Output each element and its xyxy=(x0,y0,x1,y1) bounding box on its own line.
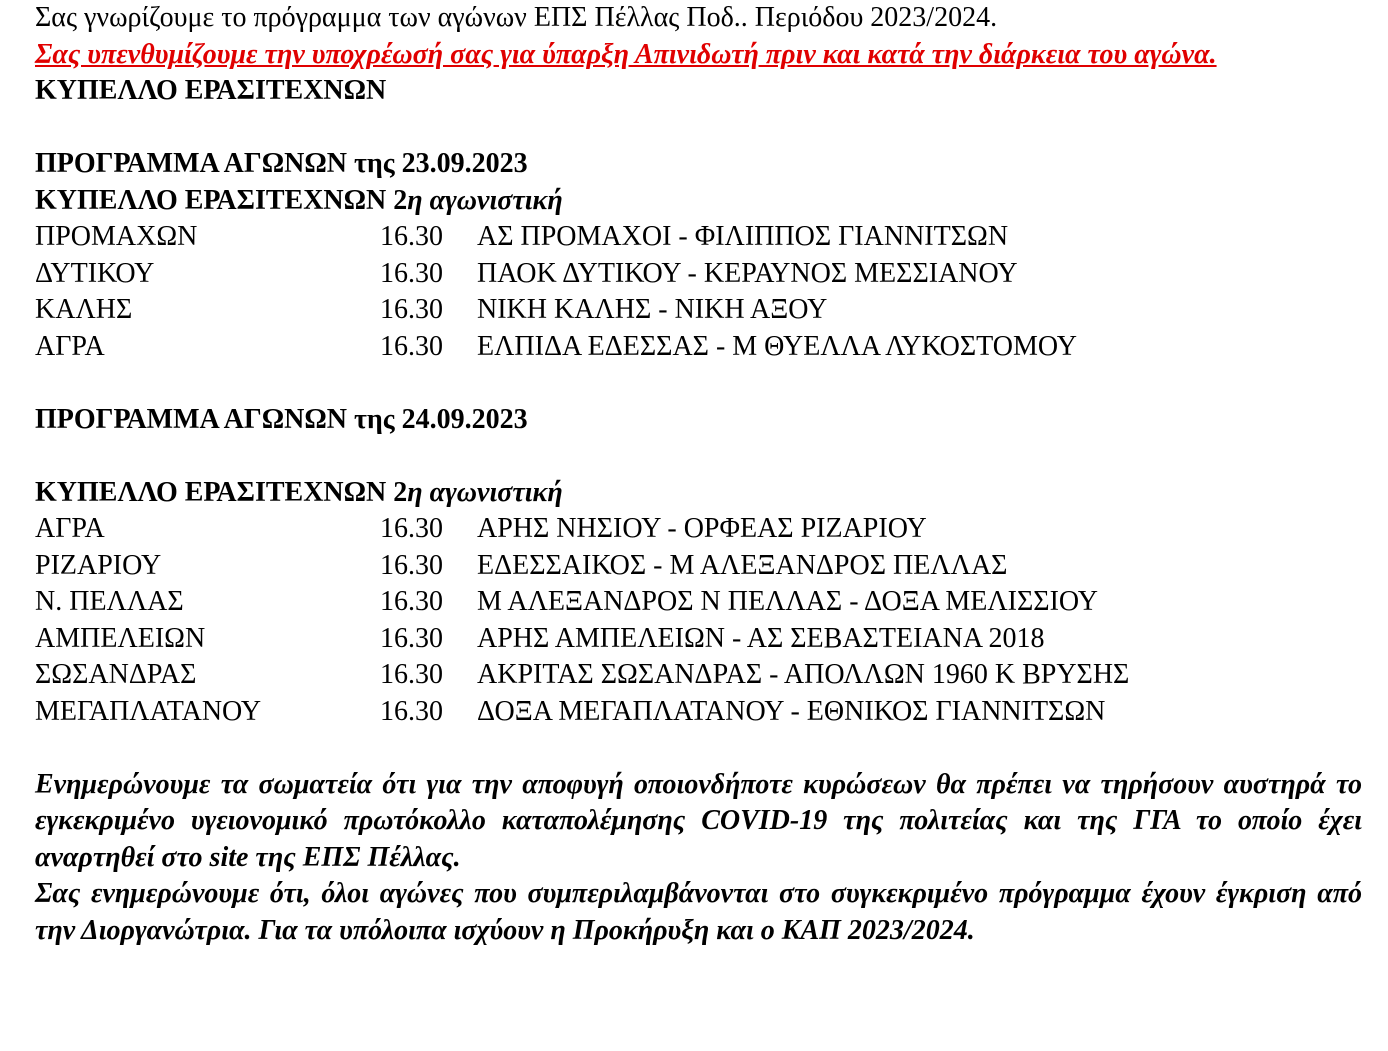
match-teams: ΑΡΗΣ ΑΜΠΕΛΕΙΩΝ - ΑΣ ΣΕΒΑΣΤΕΙΑΝΑ 2018 xyxy=(477,622,1045,654)
match-row xyxy=(35,219,1362,256)
spacer xyxy=(35,730,1362,767)
match-time: 16.30 xyxy=(380,257,443,289)
match-row xyxy=(35,511,1362,548)
match-teams: ΝΙΚΗ ΚΑΛΗΣ - ΝΙΚΗ ΑΞΟΥ xyxy=(477,294,828,325)
schedule-2-round: ΚΥΠΕΛΛΟ ΕΡΑΣΙΤΕΧΝΩΝ 2η αγωνιστική xyxy=(35,476,563,508)
match-row xyxy=(35,329,1362,366)
spacer xyxy=(35,110,1362,147)
match-venue: Ν. ΠΕΛΛΑΣ xyxy=(35,586,184,617)
match-row xyxy=(35,694,1362,731)
match-venue: ΣΩΣΑΝΔΡΑΣ xyxy=(35,659,197,690)
schedule-1-round: ΚΥΠΕΛΛΟ ΕΡΑΣΙΤΕΧΝΩΝ 2η αγωνιστική xyxy=(35,184,563,216)
match-teams: ΕΔΕΣΣΑΙΚΟΣ - Μ ΑΛΕΞΑΝΔΡΟΣ ΠΕΛΛΑΣ xyxy=(477,549,1008,581)
match-venue: ΜΕΓΑΠΛΑΤΑΝΟΥ xyxy=(35,695,262,727)
match-teams: ΑΡΗΣ ΝΗΣΙΟΥ - ΟΡΦΕΑΣ ΡΙΖΑΡΙΟΥ xyxy=(477,513,927,544)
match-row xyxy=(35,292,1362,329)
match-row xyxy=(35,256,1362,293)
defibrillator-warning: Σας υπενθυμίζουμε την υποχρέωσή σας για ύπαρξη Απινιδωτή πριν και κατά την διάρκεια του αγώνα. xyxy=(35,38,1217,70)
match-time: 16.30 xyxy=(380,695,443,727)
match-teams: ΔΟΞΑ ΜΕΓΑΠΛΑΤΑΝΟΥ - ΕΘΝΙΚΟΣ ΓΙΑΝΝΙΤΣΩΝ xyxy=(477,695,1106,727)
match-venue: ΚΑΛΗΣ xyxy=(35,294,133,325)
match-venue: ΡΙΖΑΡΙΟΥ xyxy=(35,549,162,581)
match-time: 16.30 xyxy=(380,221,443,252)
approval-notice: Σας ενημερώνουμε ότι, όλοι αγώνες που συμπεριλαμβάνονται στο συγκεκριμένο πρόγραμμα έχουν έγκριση από την Διοργανώτρια. Για τα υπόλοιπα ισχύουν η Προκήρυξη και ο ΚΑΠ 2023/2024. xyxy=(35,878,1362,946)
match-teams: ΑΚΡΙΤΑΣ ΣΩΣΑΝΔΡΑΣ - ΑΠΟΛΛΩΝ 1960 Κ ΒΡΥΣΗΣ xyxy=(477,659,1130,690)
match-time: 16.30 xyxy=(380,549,443,581)
match-teams: ΕΛΠΙΔΑ ΕΔΕΣΣΑΣ - Μ ΘΥΕΛΛΑ ΛΥΚΟΣΤΟΜΟΥ xyxy=(477,330,1077,362)
spacer xyxy=(35,365,1362,402)
competition-title: ΚΥΠΕΛΛΟ ΕΡΑΣΙΤΕΧΝΩΝ xyxy=(35,75,387,106)
schedule-2-matches xyxy=(35,511,1362,730)
match-time: 16.30 xyxy=(380,513,443,544)
match-time: 16.30 xyxy=(380,330,443,362)
match-venue: ΑΓΡΑ xyxy=(35,330,105,362)
document xyxy=(35,0,1362,949)
match-teams: ΑΣ ΠΡΟΜΑΧΟΙ - ΦΙΛΙΠΠΟΣ ΓΙΑΝΝΙΤΣΩΝ xyxy=(477,221,1009,252)
match-venue: ΔΥΤΙΚΟΥ xyxy=(35,257,155,289)
schedule-1-title: ΠΡΟΓΡΑΜΜΑ ΑΓΩΝΩΝ της 23.09.2023 xyxy=(35,148,528,179)
match-venue: ΑΓΡΑ xyxy=(35,513,105,544)
match-row xyxy=(35,621,1362,658)
match-row xyxy=(35,584,1362,621)
match-row xyxy=(35,657,1362,694)
match-row xyxy=(35,548,1362,585)
match-time: 16.30 xyxy=(380,586,443,617)
schedule-2-title: ΠΡΟΓΡΑΜΜΑ ΑΓΩΝΩΝ της 24.09.2023 xyxy=(35,403,528,435)
match-teams: Μ ΑΛΕΞΑΝΔΡΟΣ Ν ΠΕΛΛΑΣ - ΔΟΞΑ ΜΕΛΙΣΣΙΟΥ xyxy=(477,586,1098,617)
match-time: 16.30 xyxy=(380,622,443,654)
match-time: 16.30 xyxy=(380,294,443,325)
covid-notice: Ενημερώνουμε τα σωματεία ότι για την αποφυγή οποιονδήποτε κυρώσεων θα πρέπει να τηρήσουν αυστηρά το εγκεκριμένο υγειονομικό πρωτόκολλο καταπολέμησης COVID-19 της πολιτείας και της ΓΓΑ το οποίο έχει αναρτηθεί στο site της ΕΠΣ Πέλλας. xyxy=(35,768,1362,873)
match-teams: ΠΑΟΚ ΔΥΤΙΚΟΥ - ΚΕΡΑΥΝΟΣ ΜΕΣΣΙΑΝΟΥ xyxy=(477,257,1018,289)
intro-text: Σας γνωρίζουμε το πρόγραμμα των αγώνων ΕΠΣ Πέλλας Ποδ.. Περιόδου 2023/2024. xyxy=(35,2,998,33)
match-venue: ΑΜΠΕΛΕΙΩΝ xyxy=(35,622,206,654)
match-venue: ΠΡΟΜΑΧΩΝ xyxy=(35,221,198,252)
match-time: 16.30 xyxy=(380,659,443,690)
spacer xyxy=(35,438,1362,475)
schedule-1-matches xyxy=(35,219,1362,365)
